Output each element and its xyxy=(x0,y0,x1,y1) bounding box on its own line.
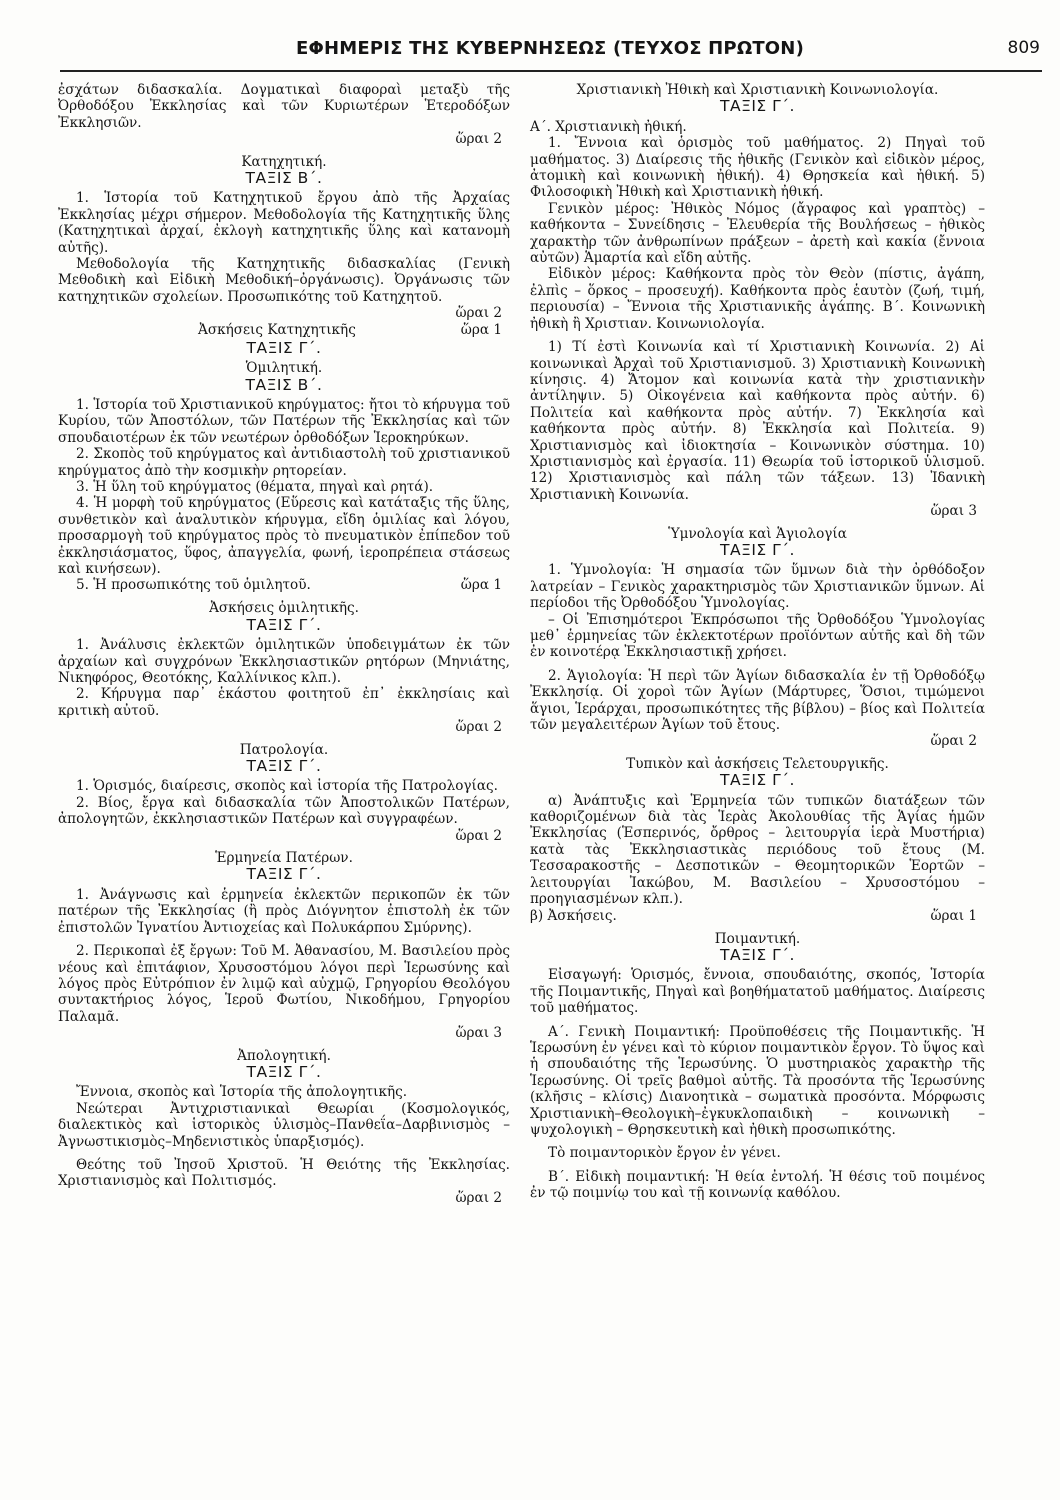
section-heading: Πατρολογία. xyxy=(239,741,329,758)
paragraph: 2. Κήρυγμα παρ᾽ ἑκάστου φοιτητοῦ ἐπ᾽ ἐκκλησίαις καὶ κριτικὴ αὐτοῦ. xyxy=(58,686,510,719)
paragraph: Α΄. Γενικὴ Ποιμαντική: Προϋποθέσεις τῆς Ποιμαντικῆς. Ἡ Ἱερωσύνη ἐν γένει καὶ τὸ κύριον ποιμαντικὸν ἔργον. Τὸ ὕψος καὶ ἡ σπουδαιότης τῆς Ἱερωσύνης. Ὁ μυστηριακὸς χαρακτὴρ τῆς Ἱερωσύνης. Οἱ τρεῖς βαθμοὶ αὐτῆς. Τὰ προσόντα τῆς Ἱερωσύνης (κλῆσις – κλίσις) Διανοητικὰ – σωματικὰ προσόντα. Μόρφωσις Χριστιανικὴ–Θεολογικὴ–ἐγκυκλοπαιδικὴ – κοινωνικὴ – ψυχολογικὴ – Θρησκευτικὴ καὶ ἠθικὴ προσωπικότης. xyxy=(530,1023,985,1138)
paragraph: 2. Ἁγιολογία: Ἡ περὶ τῶν Ἁγίων διδασκαλία ἐν τῇ Ὀρθοδόξῳ Ἐκκλησίᾳ. Οἱ χοροὶ τῶν Ἁγίων (Μάρτυρες, Ὅσιοι, τιμώμενοι ἅγιοι, Ἱεράρχαι, προσωπικότητες τῆς βίβλου) – βίος καὶ Πολιτεία τῶν μεγαλειτέρων Ἁγίων τοῦ ἔτους. xyxy=(530,667,985,734)
item-line xyxy=(530,908,985,925)
gazette-title: ΕΦΗΜΕΡΙΣ ΤΗΣ ΚΥΒΕΡΝΗΣΕΩΣ (ΤΕΥΧΟΣ ΠΡΩΤΟΝ) xyxy=(295,38,804,59)
class-heading: ΤΑΞΙΣ Γ΄. xyxy=(246,1062,322,1081)
class-heading: ΤΑΞΙΣ Β΄. xyxy=(245,169,323,188)
hours-label: ὥραι 2 xyxy=(455,1189,502,1206)
paragraph: Τὸ ποιμαντορικὸν ἔργον ἐν γένει. xyxy=(548,1145,781,1162)
exercise-line xyxy=(58,322,510,340)
paragraph: Μεθοδολογία τῆς Κατηχητικῆς διδασκαλίας (Γενικὴ Μεθοδικὴ καὶ Εἰδικὴ Μεθοδική–ὀργάνωσις). Ὀργάνωσις τῶν κατηχητικῶν σχολείων. Προσωπικότης τοῦ Κατηχητοῦ. xyxy=(58,256,510,305)
hours-label: ὥραι 2 xyxy=(930,733,977,750)
paragraph: ἐσχάτων διδασκαλία. Δογματικαὶ διαφοραὶ μεταξὺ τῆς Ὀρθοδόξου Ἐκκλησίας καὶ τῶν Κυριωτέρων Ἑτεροδόξων Ἐκκλησιῶν. xyxy=(58,82,510,131)
paragraph: Εἰσαγωγή: Ὁρισμός, ἔννοια, σπουδαιότης, σκοπός, Ἱστορία τῆς Ποιμαντικῆς, Πηγαὶ καὶ βοηθήματατοῦ μαθήματος. Διαίρεσις τοῦ μαθήματος. xyxy=(530,967,985,1017)
paragraph: β) Ἀσκήσεις. xyxy=(530,907,617,924)
paragraph: 2. Περικοπαὶ ἐξ ἔργων: Τοῦ Μ. Ἀθανασίου, Μ. Βασιλείου πρὸς νέους καὶ ἐπιτάφιον, Χρυσοστόμου λόγοι περὶ Ἱερωσύνης καὶ λόγος πρὸς Εὐτρόπιον ἐν λιμῷ καὶ αὐχμῷ, Γρηγορίου Θεολόγου συντακτήριος λόγος, Ἱεροῦ Φωτίου, Νικοδήμου, Γρηγορίου Παλαμᾶ. xyxy=(58,943,510,1025)
paragraph: 1. Ὁρισμός, διαίρεσις, σκοπὸς καὶ ἱστορία τῆς Πατρολογίας. xyxy=(76,778,498,795)
hours-label: ὥραι 2 xyxy=(455,827,502,844)
hours-label: ὥρα 1 xyxy=(460,577,502,594)
paragraph: 1. Ὑμνολογία: Ἡ σημασία τῶν ὕμνων διὰ τὴν ὀρθόδοξον λατρείαν – Γενικὸς χαρακτηρισμὸς τῶν Χριστιανικῶν ὕμνων. Αἱ περίοδοι τῆς Ὀρθοδόξου Ὑμνολογίας. xyxy=(530,562,985,612)
paragraph: 2. Σκοπὸς τοῦ κηρύγματος καὶ ἀντιδιαστολὴ τοῦ χριστιανικοῦ κηρύγματος ἀπὸ τὴν κοσμικὴν ρητορείαν. xyxy=(58,446,510,479)
section-heading: Ἀπολογητική. xyxy=(237,1047,331,1064)
paragraph: 1. Ἀνάγνωσις καὶ ἑρμηνεία ἐκλεκτῶν περικοπῶν ἐκ τῶν πατέρων τῆς Ἐκκλησίας (ἢ πρὸς Διόγνητον ἐπιστολὴ ἐκ τῶν ἐπιστολῶν Ἰγνατίου Ἀντιοχείας καὶ Πολυκάρπου Σμύρνης). xyxy=(58,886,510,936)
paragraph: Θεότης τοῦ Ἰησοῦ Χριστοῦ. Ἡ Θειότης τῆς Ἐκκλησίας. Χριστιανισμὸς καὶ Πολιτισμός. xyxy=(58,1156,510,1190)
class-heading: ΤΑΞΙΣ Γ΄. xyxy=(720,771,795,790)
hours-label: ὥραι 3 xyxy=(930,503,977,520)
class-heading: ΤΑΞΙΣ Γ΄. xyxy=(246,757,322,776)
paragraph: 2. Βίος, ἔργα καὶ διδασκαλία τῶν Ἀποστολικῶν Πατέρων, ἀπολογητῶν, ἐκκλησιαστικῶν Πατέρων καὶ συγγραφέων. xyxy=(58,794,510,828)
section-heading: Ὁμιλητική. xyxy=(245,360,323,377)
paragraph: Νεώτεραι Ἀντιχριστιανικαὶ Θεωρίαι (Κοσμολογικός, διαλεκτικὸς καὶ ἱστορικὸς ὑλισμὸς–Πανθεΐα–Δαρβινισμὸς –Ἀγνωστικισμὸς–Μηδενιστικὸς ὑπαρξισμός). xyxy=(58,1100,510,1150)
paragraph: Ἔννοια, σκοπὸς καὶ Ἱστορία τῆς ἀπολογητικῆς. xyxy=(76,1084,408,1101)
hours-label: ὥραι 1 xyxy=(930,907,977,924)
paragraph: – Οἱ Ἐπισημότεροι Ἐκπρόσωποι τῆς Ὀρθοδόξου Ὑμνολογίας μεθ᾽ ἑρμηνείας τῶν ἐκλεκτοτέρων προϊόντων αὐτῆς καὶ δὴ τῶν ἐν κοινοτέρᾳ Ἐκκλησιαστικῇ χρήσει. xyxy=(530,611,985,661)
page-number: 809 xyxy=(1007,38,1040,58)
page-header xyxy=(60,38,1040,68)
hours-label: ὥραι 2 xyxy=(455,305,502,322)
class-heading: ΤΑΞΙΣ Β΄. xyxy=(245,375,323,394)
section-heading: Ὑμνολογία καὶ Ἁγιολογία xyxy=(668,525,847,542)
class-heading: ΤΑΞΙΣ Γ΄. xyxy=(246,615,322,634)
paragraph: 5. Ἡ προσωπικότης τοῦ ὁμιλητοῦ. xyxy=(76,577,311,594)
hours-label: ὥραι 2 xyxy=(455,131,502,148)
hours-label: ὥραι 2 xyxy=(455,719,502,736)
class-heading: ΤΑΞΙΣ Γ΄. xyxy=(720,97,795,116)
hours-label: ὥραι 3 xyxy=(455,1025,502,1042)
section-heading: Ποιμαντική. xyxy=(714,930,801,947)
class-heading: ΤΑΞΙΣ Γ΄. xyxy=(720,945,795,964)
section-heading: Τυπικὸν καὶ ἀσκήσεις Τελετουργικῆς. xyxy=(626,755,889,772)
paragraph: Β΄. Εἰδικὴ ποιμαντική: Ἡ θεία ἐντολή. Ἡ θέσις τοῦ ποιμένος ἐν τῷ ποιμνίῳ του καὶ τῇ κοινωνίᾳ καθόλου. xyxy=(530,1168,985,1202)
hours-label: ὥρα 1 xyxy=(460,321,502,338)
class-heading: ΤΑΞΙΣ Γ΄. xyxy=(246,338,322,357)
left-column xyxy=(58,82,510,1206)
paragraph: 3. Ἡ ὕλη τοῦ κηρύγματος (θέματα, πηγαὶ καὶ ρητά). xyxy=(76,478,434,495)
paragraph: 1. Ἱστορία τοῦ Χριστιανικοῦ κηρύγματος: ἤτοι τὸ κήρυγμα τοῦ Κυρίου, τῶν Ἀποστόλων, τῶν Πατέρων τῆς Ἐκκλησίας καὶ τῶν σπουδαιοτέρων ἐκ τῶν νεωτέρων ὀρθοδόξων Ἱεροκηρύκων. xyxy=(58,396,510,446)
right-column xyxy=(530,82,985,1202)
paragraph: 1. Ἀνάλυσις ἐκλεκτῶν ὁμιλητικῶν ὑποδειγμάτων ἐκ τῶν ἀρχαίων καὶ συγχρόνων Ἐκκλησιαστικῶν ρητόρων (Μηνιάτης, Νικηφόρος, Θεοτόκης, Καλλίνικος κλπ.). xyxy=(58,637,510,686)
section-heading: Χριστιανικὴ Ἠθικὴ καὶ Χριστιανικὴ Κοινωνιολογία. xyxy=(576,82,939,98)
class-heading: ΤΑΞΙΣ Γ΄. xyxy=(720,540,795,559)
item-line xyxy=(58,577,510,594)
paragraph: α) Ἀνάπτυξις καὶ Ἑρμηνεία τῶν τυπικῶν διατάξεων τῶν καθοριζομένων διὰ τὰς Ἱερὰς Ἀκολουθίας τῆς Ἁγίας ἡμῶν Ἐκκλησίας (Ἑσπερινός, ὄρθρος – λειτουργία ἱερὰ Μυστήρια) κατὰ τὰς Ἐκκλησιαστικὰς περιόδους τοῦ ἔτους (Μ. Τεσσαρακοστῆς – Δεσποτικῶν – Θεομητορικῶν Ἑορτῶν – λειτουργίαι Ἰακώβου, Μ. Βασιλείου – Χρυσοστόμου – προηγιασμένων κλπ.). xyxy=(530,792,985,908)
section-heading: Ἀσκήσεις Κατηχητικῆς xyxy=(198,321,356,338)
paragraph: Εἰδικὸν μέρος: Καθήκοντα πρὸς τὸν Θεὸν (πίστις, ἀγάπη, ἐλπὶς – ὅρκος – προσευχή). Καθήκοντα πρὸς ἑαυτὸν (ζωή, τιμή, περιουσία) – Ἔννοια τῆς Χριστιανικῆς ἀγάπης. Β΄. Κοινωνικὴ ἠθικὴ ἢ Χριστιαν. Κοινωνιολογία. xyxy=(530,266,985,332)
paragraph: Γενικὸν μέρος: Ἠθικὸς Νόμος (ἄγραφος καὶ γραπτὸς) – καθήκοντα – Συνείδησις – Ἐλευθερία τῆς Βουλήσεως – ἠθικὸς χαρακτὴρ τῶν ἀνθρωπίνων πράξεων – ἀρετὴ καὶ κακία (ἔννοια αὐτῶν) Ἁμαρτία καὶ εἴδη αὐτῆς. xyxy=(530,200,985,267)
section-heading: Ἀσκήσεις ὁμιλητικῆς. xyxy=(209,600,359,617)
paragraph: 1) Τί ἐστὶ Κοινωνία καὶ τί Χριστιανικὴ Κοινωνία. 2) Αἱ κοινωνικαὶ Ἀρχαὶ τοῦ Χριστιανισμοῦ. 3) Χριστιανικὴ Κοινωνικὴ κίνησις. 4) Ἄτομον καὶ κοινωνία κατὰ τὴν χριστιανικὴν ἀντίληψιν. 5) Οἰκογένεια καὶ καθήκοντα πρὸς αὐτήν. 6) Πολιτεία καὶ καθήκοντα πρὸς αὐτήν. 7) Ἐκκλησία καὶ καθήκοντα πρὸς αὐτήν. 8) Ἐκκλησία καὶ Πολιτεία. 9) Χριστιανισμὸς καὶ ἰδιοκτησία – Κοινωνικὸν σύστημα. 10) Χριστιανισμὸς καὶ ἐργασία. 11) Θεωρία τοῦ ἱστορικοῦ ὑλισμοῦ. 12) Χριστιανισμὸς καὶ πάλη τῶν τάξεων. 13) Ἰδανικὴ Χριστιανικὴ Κοινωνία. xyxy=(530,339,985,503)
paragraph: 4. Ἡ μορφὴ τοῦ κηρύγματος (Εὕρεσις καὶ κατάταξις τῆς ὕλης, συνθετικὸν καὶ ἀναλυτικὸν κήρυγμα, εἴδη ὁμιλίας καὶ λόγου, προσαρμογὴ τοῦ κηρύγματος πρὸς τὸ πνευματικὸν ἐπίπεδον τοῦ ἐκκλησιάσματος, ὕφος, ἀπαγγελία, φωνή, ἱεροπρέπεια στάσεως καὶ κινήσεων). xyxy=(58,495,510,577)
section-heading: Κατηχητική. xyxy=(241,153,327,170)
class-heading: ΤΑΞΙΣ Γ΄. xyxy=(246,865,322,884)
paragraph: 1. Ἔννοια καὶ ὁρισμὸς τοῦ μαθήματος. 2) Πηγαὶ τοῦ μαθήματος. 3) Διαίρεσις τῆς ἠθικῆς (Γενικὸν καὶ εἰδικὸν μέρος, ἀτομικὴ καὶ κοινωνικὴ ἠθική). 4) Θρησκεία καὶ ἠθική. 5) Φιλοσοφικὴ Ἠθικὴ καὶ Χριστιανικὴ ἠθική. xyxy=(530,135,985,201)
subsection-label: Α΄. Χριστιανικὴ ἠθική. xyxy=(530,118,687,135)
paragraph: 1. Ἱστορία τοῦ Κατηχητικοῦ ἔργου ἀπὸ τῆς Ἀρχαίας Ἐκκλησίας μέχρι σήμερον. Μεθοδολογία τῆς Κατηχητικῆς ὕλης (Κατηχητικαὶ ἀρχαί, ἐκλογὴ κατηχητικῆς ὕλης καὶ κατανομὴ αὐτῆς). xyxy=(58,190,510,256)
section-heading: Ἑρμηνεία Πατέρων. xyxy=(215,850,353,867)
header-rule xyxy=(60,70,1042,72)
